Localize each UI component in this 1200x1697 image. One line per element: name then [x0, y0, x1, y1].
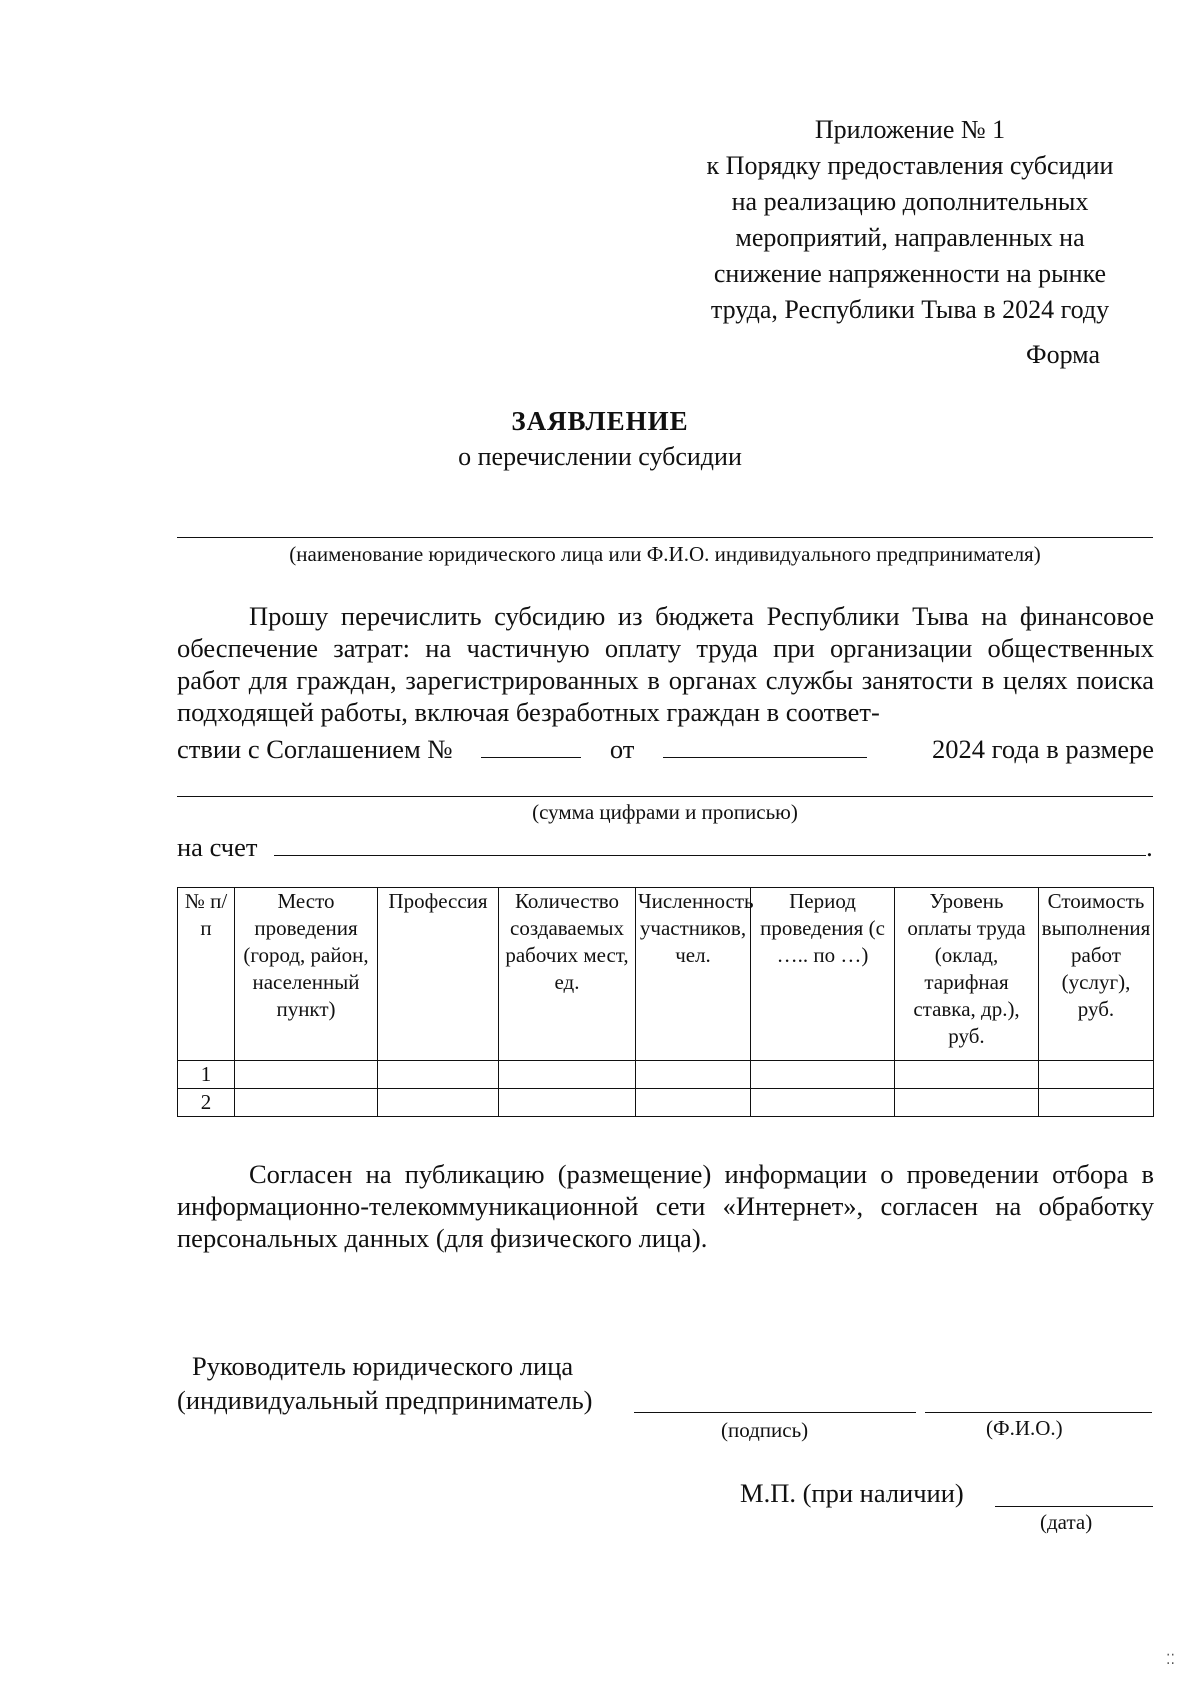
account-period: . — [1146, 832, 1153, 862]
amount-label: 2024 года в размере — [932, 734, 1154, 764]
signer-title-line1: Руководитель юридического лица — [192, 1351, 574, 1381]
fio-line[interactable] — [925, 1412, 1152, 1413]
header-workplaces: Количество создаваемых рабочих мест, ед. — [499, 888, 636, 1061]
appendix-line: к Порядку предоставления субсидии — [706, 151, 1114, 180]
table-row — [178, 1061, 1154, 1089]
table-cell[interactable] — [499, 1061, 636, 1089]
table-cell[interactable] — [636, 1061, 751, 1089]
table-cell[interactable] — [895, 1089, 1039, 1117]
header-profession: Профессия — [378, 888, 499, 1061]
agreement-date-label: от — [609, 734, 635, 764]
agreement-label: ствии с Соглашением № — [177, 734, 453, 764]
table-cell[interactable] — [378, 1089, 499, 1117]
date-line[interactable] — [995, 1506, 1153, 1507]
date-caption: (дата) — [1040, 1510, 1093, 1534]
signature-line[interactable] — [634, 1412, 916, 1413]
header-pay-level: Уровень оплаты труда (оклад, тарифная ставка, др.), руб. — [895, 888, 1039, 1061]
appendix-line: на реализацию дополнительных — [731, 187, 1089, 216]
consent-paragraph — [177, 1158, 1154, 1254]
table-cell[interactable] — [378, 1061, 499, 1089]
agreement-date-field[interactable] — [663, 735, 867, 758]
request-paragraph — [177, 600, 1154, 728]
table-cell[interactable] — [1039, 1089, 1154, 1117]
appendix-line: мероприятий, направленных на — [735, 223, 1085, 252]
appendix-line: Приложение № 1 — [814, 115, 1006, 144]
works-table — [177, 887, 1154, 1117]
appendix-header — [650, 112, 1170, 328]
appendix-line: труда, Республики Тыва в 2024 году — [710, 295, 1110, 324]
table-cell[interactable] — [751, 1061, 895, 1089]
table-cell: 2 — [178, 1089, 235, 1117]
account-field[interactable] — [274, 833, 1146, 856]
table-cell[interactable] — [636, 1089, 751, 1117]
header-participants: Численность участников, чел. — [636, 888, 751, 1061]
header-period: Период проведения (с ….. по …) — [751, 888, 895, 1061]
table-cell[interactable] — [1039, 1061, 1154, 1089]
document-subtitle: о перечислении субсидии — [458, 442, 742, 471]
header-cost: Стоимость выполнения работ (услуг), руб. — [1039, 888, 1154, 1061]
applicant-name-caption: (наименование юридического лица или Ф.И.О. индивидуального предпринимателя) — [289, 542, 1041, 566]
applicant-name-line[interactable] — [177, 537, 1153, 538]
table-cell[interactable] — [235, 1089, 378, 1117]
header-number: № п/п — [178, 888, 235, 1061]
request-last-line — [177, 734, 1154, 765]
header-location: Место проведения (город, район, населенный пункт) — [235, 888, 378, 1061]
table-cell[interactable] — [499, 1089, 636, 1117]
document-title: ЗАЯВЛЕНИЕ — [511, 406, 689, 436]
stamp-label: М.П. (при наличии) — [740, 1478, 964, 1508]
table-row — [178, 1089, 1154, 1117]
fio-caption: (Ф.И.О.) — [986, 1416, 1063, 1440]
request-text: Прошу перечислить субсидию из бюджета Республики Тыва на финансовое обеспечение затрат: на частичную оплату труда при организации общественных работ для граждан, зарегистрированных в органах службы занятости в целях поиска подходящей работы, включая безработных граждан в соответ- — [177, 601, 1154, 727]
table-cell: 1 — [178, 1061, 235, 1089]
table-cell[interactable] — [895, 1061, 1039, 1089]
sum-caption: (сумма цифрами и прописью) — [532, 800, 798, 824]
appendix-line: снижение напряженности на рынке — [713, 259, 1107, 288]
account-label: на счет — [177, 832, 258, 862]
table-cell[interactable] — [751, 1089, 895, 1117]
agreement-number-field[interactable] — [481, 735, 581, 758]
sum-line[interactable] — [177, 796, 1153, 797]
scan-artifact-mark: ⁚⁚ — [1166, 1653, 1175, 1668]
table-header-row — [178, 888, 1154, 1061]
table-cell[interactable] — [235, 1061, 378, 1089]
consent-text: Согласен на публикацию (размещение) информации о проведении отбора в информационно-телекоммуникационной сети «Интернет», согласен на обработку персональных данных (для физического лица). — [177, 1159, 1154, 1253]
signature-caption: (подпись) — [721, 1418, 809, 1442]
signer-title-line2: (индивидуальный предприниматель) — [177, 1385, 593, 1415]
form-label: Форма — [1026, 340, 1100, 369]
account-row — [177, 832, 1154, 863]
